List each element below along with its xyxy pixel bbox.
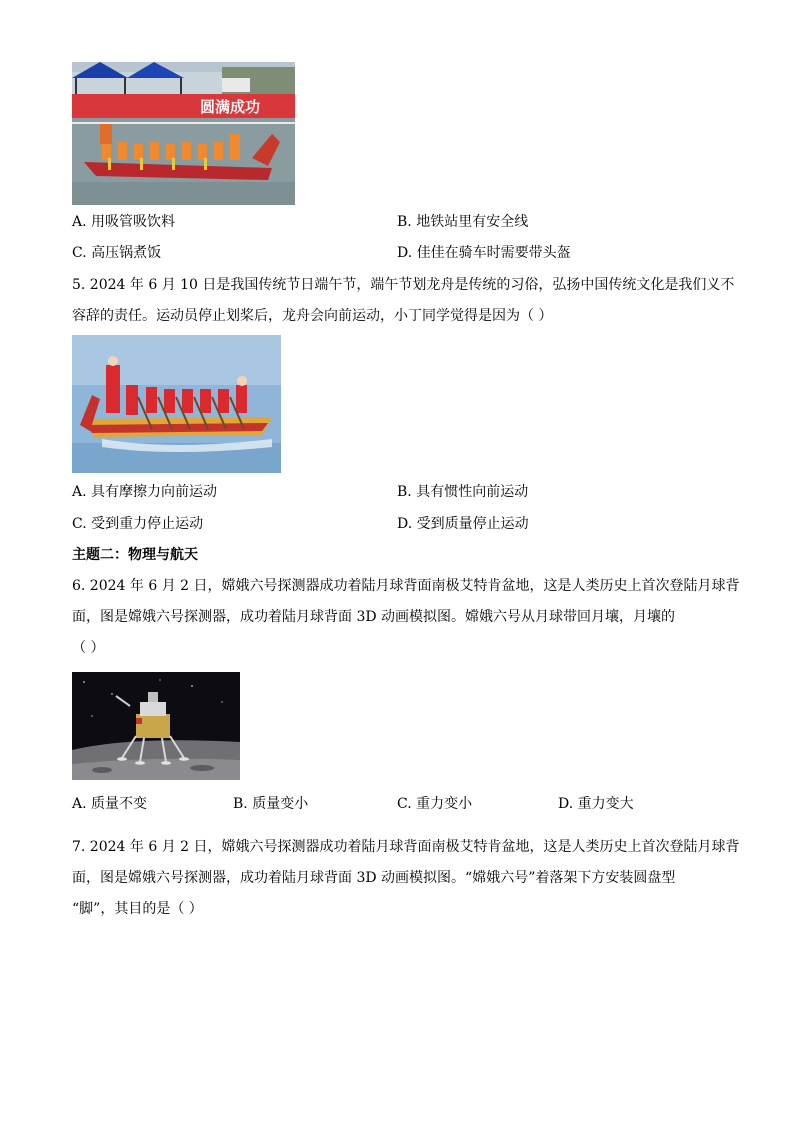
q5-option-a[interactable]: A. 具有摩擦力向前运动 [72, 484, 218, 500]
q6-option-c[interactable]: C. 重力变小 [397, 796, 473, 812]
q4-option-d[interactable]: D. 佳佳在骑车时需要带头盔 [397, 245, 571, 261]
q5-stem-line-2: 容辞的责任。运动员停止划桨后，龙舟会向前运动，小丁同学觉得是因为（ ） [72, 308, 553, 324]
q6-option-d[interactable]: D. 重力变大 [558, 796, 634, 812]
dragon-boat-photo-1 [72, 62, 295, 205]
q5-stem-line-1: 5. 2024 年 6 月 10 日是我国传统节日端午节，端午节划龙舟是传统的习俗，弘扬中国传统文化是我们义不 [72, 277, 735, 293]
q6-stem-line-1: 6. 2024 年 6 月 2 日，嫦娥六号探测器成功着陆月球背面南极艾特肯盆地，这是人类历史上首次登陆月球背 [72, 578, 740, 594]
q5-option-b[interactable]: B. 具有惯性向前运动 [397, 484, 529, 500]
q7-stem-line-2: 面，图是嫦娥六号探测器，成功着陆月球背面 3D 动画模拟图。“嫦娥六号”着落架下方安装圆盘型 [72, 870, 676, 886]
q6-stem-line-3: （ ） [72, 640, 105, 656]
lunar-lander-photo [72, 672, 240, 780]
q4-option-c[interactable]: C. 高压锅煮饭 [72, 245, 162, 261]
banner-text: 圆满成功 [200, 98, 261, 116]
q4-option-a[interactable]: A. 用吸管吸饮料 [72, 214, 176, 230]
q7-stem-line-1: 7. 2024 年 6 月 2 日，嫦娥六号探测器成功着陆月球背面南极艾特肯盆地，这是人类历史上首次登陆月球背 [72, 839, 740, 855]
q6-stem-line-2: 面，图是嫦娥六号探测器，成功着陆月球背面 3D 动画模拟图。嫦娥六号从月球带回月壤，月壤的 [72, 609, 676, 625]
q6-option-a[interactable]: A. 质量不变 [72, 796, 148, 812]
q5-option-c[interactable]: C. 受到重力停止运动 [72, 516, 204, 532]
q4-option-b[interactable]: B. 地铁站里有安全线 [397, 214, 529, 230]
section-title: 主题二：物理与航天 [72, 547, 198, 563]
q7-stem-line-3: “脚”，其目的是（ ） [72, 901, 203, 917]
q5-option-d[interactable]: D. 受到质量停止运动 [397, 516, 529, 532]
dragon-boat-photo-2 [72, 335, 281, 473]
q6-option-b[interactable]: B. 质量变小 [233, 796, 309, 812]
